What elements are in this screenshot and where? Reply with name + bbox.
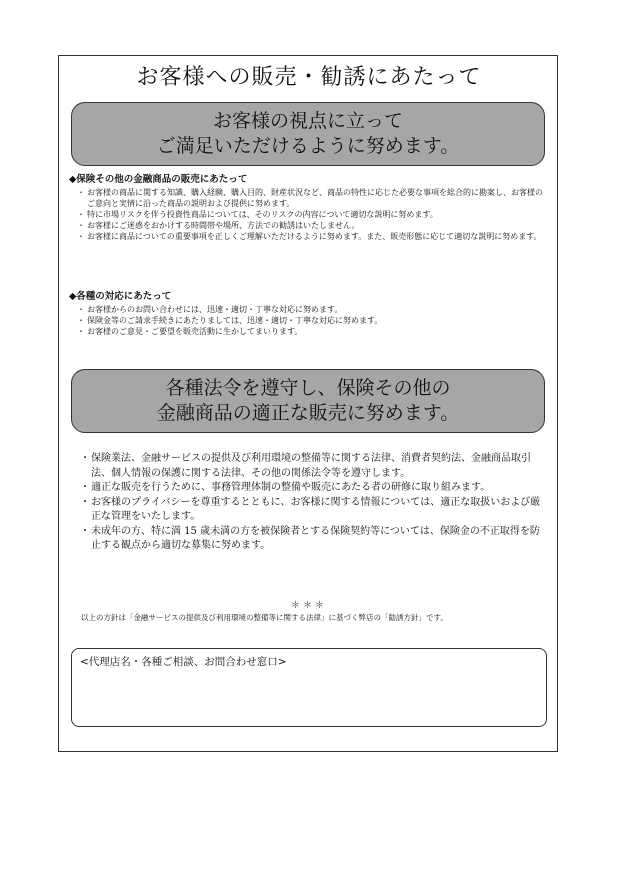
customer-response-list xyxy=(79,304,549,337)
policy-document xyxy=(58,55,558,752)
separator-stars: ＊＊＊ xyxy=(290,601,327,611)
banner-line: お客様の視点に立って xyxy=(212,110,403,132)
list-item: ・ 保険業法、金融サービスの提供及び利用環境の整備等に関する法律、消費者契約法、金融商品取引法、個人情報の保護に関する法律、その他の関係法令等を遵守します。 xyxy=(83,452,549,481)
commitment-banner-compliance xyxy=(71,369,545,433)
section-heading-customer-response: ◆各種の対応にあたって xyxy=(69,291,172,302)
page-title: お客様への販売・勧誘にあたって xyxy=(136,65,482,90)
compliance-list xyxy=(83,452,549,554)
list-item: ・ お客様のプライバシーを尊重するとともに、お客様に関する情報については、適正な取扱いおよび厳正な管理をいたします。 xyxy=(83,496,549,525)
policy-footnote: 以上の方針は「金融サービスの提供及び利用環境の整備等に関する法律」に基づく弊店の「勧誘方針」です。 xyxy=(81,613,448,622)
list-item: ・ お客様にご迷惑をおかけする時間帯や場所、方法での勧誘はいたしません。 xyxy=(79,220,549,231)
list-item: ・ お客様のご意見・ご要望を販売活動に生かしてまいります。 xyxy=(79,326,549,337)
banner-line: ご満足いただけるように努めます。 xyxy=(156,135,460,157)
list-item: ・ 未成年の方、特に満 15 歳未満の方を被保険者とする保険契約等については、保険金の不正取得を防止する観点から適切な募集に努めます。 xyxy=(83,525,549,554)
section-heading-financial-products: ◆保険その他の金融商品の販売にあたって xyxy=(69,174,248,185)
list-item: ・ お客様からのお問い合わせには、迅速・適切・丁寧な対応に努めます。 xyxy=(79,304,549,315)
financial-products-list xyxy=(79,187,549,242)
list-item: ・ 保険金等のご請求手続きにあたりましては、迅速・適切・丁寧な対応に努めます。 xyxy=(79,315,549,326)
contact-box xyxy=(71,648,547,727)
list-item: ・ 特に市場リスクを伴う投資性商品については、そのリスクの内容について適切な説明に努めます。 xyxy=(79,209,549,220)
commitment-banner-customer-view xyxy=(71,102,545,166)
contact-label: <代理店名・各種ご相談、お問合わせ窓口> xyxy=(80,656,287,668)
list-item: ・ お客様に商品についての重要事項を正しくご理解いただけるように努めます。また、販売形態に応じて適切な説明に努めます。 xyxy=(79,231,549,242)
list-item: ・ お客様の商品に関する知識、購入経験、購入目的、財産状況など、商品の特性に応じた必要な事項を総合的に勘案し、お客様のご意向と実情に沿った商品の説明および提供に努めます。 xyxy=(79,187,549,209)
banner-line: 金融商品の適正な販売に努めます。 xyxy=(156,402,460,424)
banner-line: 各種法令を遵守し、保険その他の xyxy=(165,377,451,399)
list-item: ・ 適正な販売を行うために、事務管理体制の整備や販売にあたる者の研修に取り組みます。 xyxy=(83,481,549,496)
